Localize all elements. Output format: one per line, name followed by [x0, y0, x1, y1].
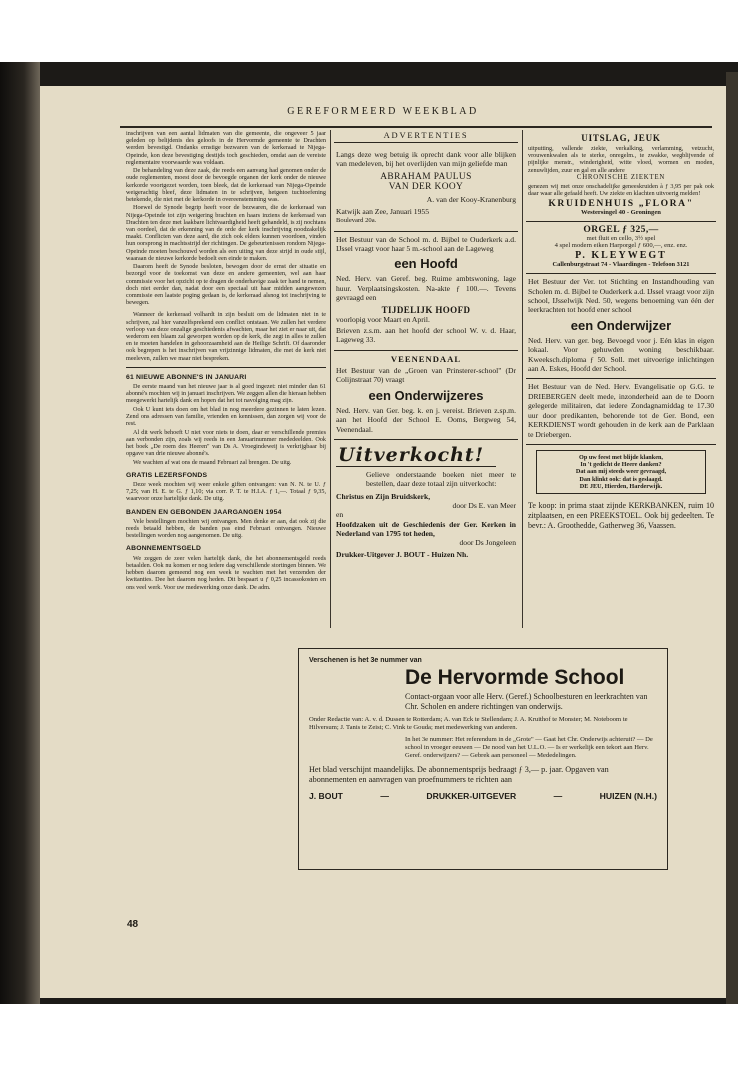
article-paragraph: inschrijven van een aantal lidmaten van die gemeente, die ongeveer 5 jaar geleden op belijdenis des geloofs in de Hervormde gemeente te Drachten werden bevestigd. Ondanks ernstige bezwaren van de kerkeraad te Nijega-Opeinde, kon deze bevestiging destijds toch geschieden, omdat aan de vereiste reglementaire voorwaarde was voldaan. — [126, 130, 326, 166]
divider — [126, 367, 326, 368]
footer-role: DRUKKER-UITGEVER — [426, 790, 517, 801]
klanken-line: Dan klinkt ook: dat is geslaagd. — [579, 475, 663, 483]
banden-paragraph: Vele bestellingen mochten wij ontvangen. Men denke er aan, dat ook zij die reeds betaald hebben, de banden pas eind Februari ontvangen. Nieuwe bestellingen worden nog aangenomen. De uitg. — [126, 517, 326, 540]
orgel-line: 4 spel modern eiken Harporgel ƒ 600,—, enz. enz. — [554, 242, 688, 250]
hoofd-text: Ned. Herv. van Geref. beg. Ruime ambtswoning, lage huur. Verplaatsingskosten. Na-akte ƒ 100.—. Tevens gevraagd een — [336, 274, 516, 303]
column-rule — [522, 130, 523, 628]
onderwijzeres-text: Ned. Herv. van Ger. beg. k. en j. vereist. Brieven z.sp.m. aan het Hoofd der School E. Ooms, Bergweg 54, Veenendaal. — [336, 405, 516, 434]
abonnement-heading: ABONNEMENTSGELD — [126, 545, 202, 553]
kleywegt-name: P. KLEYWEGT — [575, 250, 667, 262]
uitslag-text: uitputting, vallende ziekte, verkalking, verlamming, vetzucht, vrouwenkwalen als te sterke, onregelm., te zwakke, wegblijvende of pijnlijke menstr., winderigheid, witte vloed, wormen en moden, zenuwlijden, zuur en gal en alle andere — [528, 145, 714, 174]
abonnement-paragraph: We zeggen de zeer velen hartelijk dank, die het abonnementsgeld reeds betaalden. Ook nu komen er nog iedere dag verschillende stortingen binnen. We hebben daarom gemeend nog een week te wachten met het verzenden der kwitanties. Dee het daarom nog heden. Dit bespaart u ƒ 0,25 incassokosten en ons veel werk. Voor uw medewerking onze dank. De adm. — [126, 554, 326, 591]
subscribers-paragraph: De eerste maand van het nieuwe jaar is al goed ingezet: niet minder dan 61 abonné's mochten wij in januari inschrijven. We zeggen allen die hieraan hebben meegewerkt hartelijk dank en hopen dat het tot navolging mag zijn. — [126, 383, 326, 405]
klanken-line: DE JEU, Hierden, Harderwijk. — [579, 482, 663, 490]
uitslag-title: UITSLAG, JEUK — [581, 133, 661, 143]
book-title: Hoofdzaken uit de Geschiedenis der Ger. Kerken in Nederland van 1795 tot heden, — [336, 519, 516, 538]
hoofd-title: een Hoofd — [394, 256, 458, 272]
death-notice-signed: A. van der Kooy-Kranenburg — [426, 194, 516, 204]
box-ad-pricing: Het blad verschijnt maandelijks. De abonnementsprijs bedraagt ƒ 3,— p. jaar. Opgaven van abonnementen en aanvragen van proefnummers te richten aan — [309, 764, 609, 784]
subscribers-paragraph: Al dit werk behoeft U niet voor niets te doen, daar er verschillende premies aan verbonden zijn, zoals wij reeds in een Januarinummer mededeelden. Ook het boek „De roem des Heeren" van Ds A. Vroegindeweij is verkrijgbaar bij opgave van drie nieuwe abonné's. — [126, 428, 326, 458]
right-column — [526, 130, 716, 533]
klanken-line: In 't gedicht de Heere danken? — [580, 461, 662, 469]
sold-out-ad — [334, 440, 518, 560]
genezen-text: genezen wij met onze onschadelijke geneeskruiden à ƒ 3,95 per pak ook daar waar alle gefaald heeft. Uw ziekte en klachten uitvoerig melden! — [528, 182, 714, 198]
kruidenhuis-name: KRUIDENHUIS „FLORA" — [548, 198, 694, 210]
box-ad-contents: In het 3e nummer: Het referendum in de „Grote" — Gaat het Chr. Onderwijs achteruit? — De school in vroeger eeuwen — De nood van het U.L.O. — Is er werkelijk een tekort aan Herv. Geref. onderwijzers? — Gebrek aan personeel — Mededelingen. — [405, 735, 653, 759]
gratis-heading: GRATIS LEZERSFONDS — [126, 471, 208, 479]
orgel-line: met fluit en cello, 3½ spel — [586, 235, 656, 243]
onderwijzer-title: een Onderwijzer — [570, 317, 672, 333]
driebergen-text: Het Bestuur van de Ned. Herv. Evangelisatie op G.G. te DRIEBERGEN deelt mede, inzonderheid aan de te Doorn gelegerde militairen, dat iedere Zondagnamiddag te 17.30 uur door predikanten, behorende tot de Ger. Bond, een KERKDIENST wordt gehouden in de kerk aan de Parklaan te Driebergen. — [528, 382, 714, 439]
hervormde-school-ad — [298, 648, 668, 870]
footer-place: HUIZEN (N.H.) — [599, 790, 657, 801]
klanken-ad — [536, 450, 706, 494]
death-notice-place: Katwijk aan Zee, Januari 1955 — [336, 206, 429, 216]
middle-column — [334, 130, 518, 560]
kleywegt-address: Callenburgstraat 74 - Vlaardingen - Telefoon 3121 — [552, 261, 690, 269]
tijdelijk-title: TIJDELIJK HOOFD — [381, 304, 471, 315]
book-title: Christus en Zijn Bruidskerk, — [336, 491, 431, 501]
advertenties-heading: ADVERTENTIES — [334, 130, 518, 143]
article-paragraph: De behandeling van deze zaak, die reeds een aanvang had genomen onder de oude reglementen, moest door de bevoegde organen der kerk onder de nieuwe kerkorde voortgezet worden, toen bleek, dat de kerkeraad van Nijega-Opeinde weigerachtig bleef, deze lidmaten in te schrijven, hetgeen tuchtoefening betekende, die niet met de kerkorde in overeenstemming was. — [126, 167, 326, 204]
book-conjunction: en — [336, 510, 344, 520]
kerkbanken-text: Te koop: in prima staat zijnde KERKBANKEN, ruim 10 zitplaatsen, en een PREEKSTOEL. Ook bij gedeelten. Te bevr.: A. Groothedde, Gatherweg 36, Vaassen. — [528, 500, 714, 530]
footer-dash: — — [380, 790, 389, 801]
article-paragraph: Wanneer de kerkeraad volhardt in zijn besluit om de lidmaten niet in te schrijven, zal hier vanzelfsprekend een conflict ontstaan. We zullen het verdere verloop van deze onzalige geschiedenis afwachten, maar het ziet er naar uit, dat wederom een blaam zal geworpen worden op de kerk, die zegt in alles te zullen en te moeten handelen in gehoorzaamheid aan de Heilige Schrift. Of daaronder ook begrepen is het inschrijven van vrijzinnige lidmaten, die met de kerk niet meeleven, zullen we maar niet bespreken. — [126, 311, 326, 362]
masthead-rule — [120, 126, 712, 128]
tijdelijk-letters: Brieven z.s.m. aan het hoofd der school W. v. d. Haar, Lageweg 33. — [336, 326, 516, 345]
death-notice-street: Boulevard 20a. — [336, 217, 377, 225]
subscribers-paragraph: We wachten af wat ons de maand Februari zal brengen. De uitg. — [133, 458, 292, 466]
klanken-line: Op uw feest met blijde klanken, — [579, 453, 663, 461]
death-notice-ad — [334, 147, 518, 232]
onderwijzer-ad — [526, 274, 716, 379]
veenendaal-title: VEENENDAAL — [390, 353, 462, 364]
footer-dash: — — [553, 790, 563, 801]
subscribers-paragraph: Ook U kunt iets doen om het blad in nog meerdere gezinnen te laten lezen. Zend ons adressen van familie, vrienden en kennissen, dan zorgen wij voor de rest. — [126, 405, 326, 428]
tijdelijk-sub: voorlopig voor Maart en April. — [336, 314, 430, 324]
article-paragraph: Hoewel de Synode begrip heeft voor de bezwaren, die de kerkeraad van Nijega-Opeinde tot zijn weigering brachten en haars inziens de kerkeraad van Drachten ten deze met laakbare lichtvaardigheid heeft gehandeld, is zij nochtans van oordeel, dat de erkenning van de orde der kerk inschrijving noodzakelijk maakt. Conflicten van deze aard, die zich ook elders kunnen voordoen, vinden hun oorsprong in machtsstrijd der richtingen. De gebeurtenissen rondom Nijega-Opeinde moeten beschouwd worden als een uiting van deze strijd in oude stijl, waaraan de nieuwe kerkorde bedoelt een einde te maken. — [126, 204, 326, 262]
driebergen-ad — [526, 379, 716, 444]
page-edge — [726, 72, 738, 1004]
sold-out-title: Uitverkocht! — [336, 444, 496, 467]
box-ad-description: Contact-orgaan voor alle Herv. (Geref.) Schoolbesturen en leerkrachten van Chr. Scholen en andere richtingen van onderwijs. — [405, 692, 648, 711]
onderwijzer-text: Ned. Herv. van ger. beg. Bevoegd voor j. Eén klas in eigen lokaal. Voor gehuwden woning beschikbaar. Kweeksch.diploma ƒ 50. Soll. met uitvoerige inlichtingen aan A. Eskes, Hoofd der School. — [528, 335, 714, 374]
subscribers-heading: 61 NIEUWE ABONNE'S IN JANUARI — [126, 373, 247, 381]
klanken-line: Dat aan mij steeds weer gevraagd, — [575, 468, 667, 476]
publisher-line: Drukker-Uitgever J. BOUT - Huizen Nh. — [336, 550, 469, 560]
kruidenhuis-address: Westersingel 40 - Groningen — [581, 209, 661, 217]
masthead: GEREFORMEERD WEEKBLAD — [287, 106, 479, 117]
gratis-paragraph: Deze week mochten wij weer enkele giften ontvangen: van N. N. te U. ƒ 7,25; van H. E. te G. ƒ 1,10; via corr. P. T. te H.I.A. ƒ 1,—. Totaal ƒ 9,35, waarvoor onze hartelijke dank. De uitg. — [126, 481, 326, 503]
banden-heading: BANDEN EN GEBONDEN JAARGANGEN 1954 — [126, 508, 282, 516]
page-number: 48 — [127, 919, 139, 930]
book-author: door Ds Jongeleen — [459, 538, 516, 548]
orgel-ad — [526, 222, 716, 274]
hoofd-ad — [334, 232, 518, 351]
article-paragraph: Daarom heeft de Synode besloten, bewogen door de ernst der situatie en bezorgd voor de toekomst van deze en andere gemeenten, wel aan haar commissie voor het opzicht op te dragen de onderhavige zaak ter hand te nemen, doch niet eerder dan, nadat door een speciaal uit haar midden aangewezen commissie een laatste poging gedaan is, de kerkeraad alsnog tot inschrijving te bewegen. — [126, 263, 326, 307]
box-ad-editors: Onder Redactie van: A. v. d. Dussen te Rotterdam; A. van Eck te Stellendam; J. A. Kruithof te Monster; M. Noteboom te Hilversum; J. Tanis te Zeist; C. Vink te Gouda; met medewerking van anderen. — [309, 715, 628, 731]
death-notice-text: Langs deze weg betuig ik oprecht dank voor alle blijken van medeleven, bij het overlijden van mijn geliefde man — [336, 150, 516, 169]
veenendaal-intro: Het Bestuur van de „Groen van Prinsterer-school" (Dr Colijnstraat 70) vraagt — [336, 365, 516, 385]
box-ad-intro: Verschenen is het 3e nummer van — [309, 657, 422, 664]
box-ad-footer — [309, 791, 657, 801]
left-column — [126, 130, 326, 592]
kerkbanken-ad — [526, 499, 716, 533]
flora-ad — [526, 130, 716, 222]
death-notice-name: VAN DER KOOY — [388, 181, 464, 192]
column-rule — [330, 130, 331, 628]
veenendaal-ad — [334, 351, 518, 440]
book-author: door Ds E. van Meer — [452, 501, 516, 511]
death-notice-name: ABRAHAM PAULUS — [380, 171, 472, 182]
footer-publisher: J. BOUT — [309, 790, 343, 801]
chronische-heading: CHRONISCHE ZIEKTEN — [576, 173, 666, 181]
book-binding-shadow — [0, 62, 40, 1004]
hoofd-intro: Het Bestuur van de School m. d. Bijbel te Ouderkerk a.d. IJssel vraagt voor haar 5 m.-school aan de Lageweg — [336, 234, 516, 254]
onderwijzer-intro: Het Bestuur der Ver. tot Stichting en Instandhouding van Scholen m. d. Bijbel te Ouderkerk a.d. IJssel vraagt voor zijn school, IJsselwijk Ned. 50, wegens benoeming van één der leerkrachten tot hoofd ener school — [528, 277, 714, 315]
onderwijzeres-title: een Onderwijzeres — [368, 387, 484, 403]
orgel-title: ORGEL ƒ 325,— — [583, 224, 659, 236]
sold-out-text: Gelieve onderstaande boeken niet meer te bestellen, daar deze totaal zijn uitverkocht: — [366, 469, 516, 489]
box-ad-title: De Hervormde School — [405, 666, 625, 689]
